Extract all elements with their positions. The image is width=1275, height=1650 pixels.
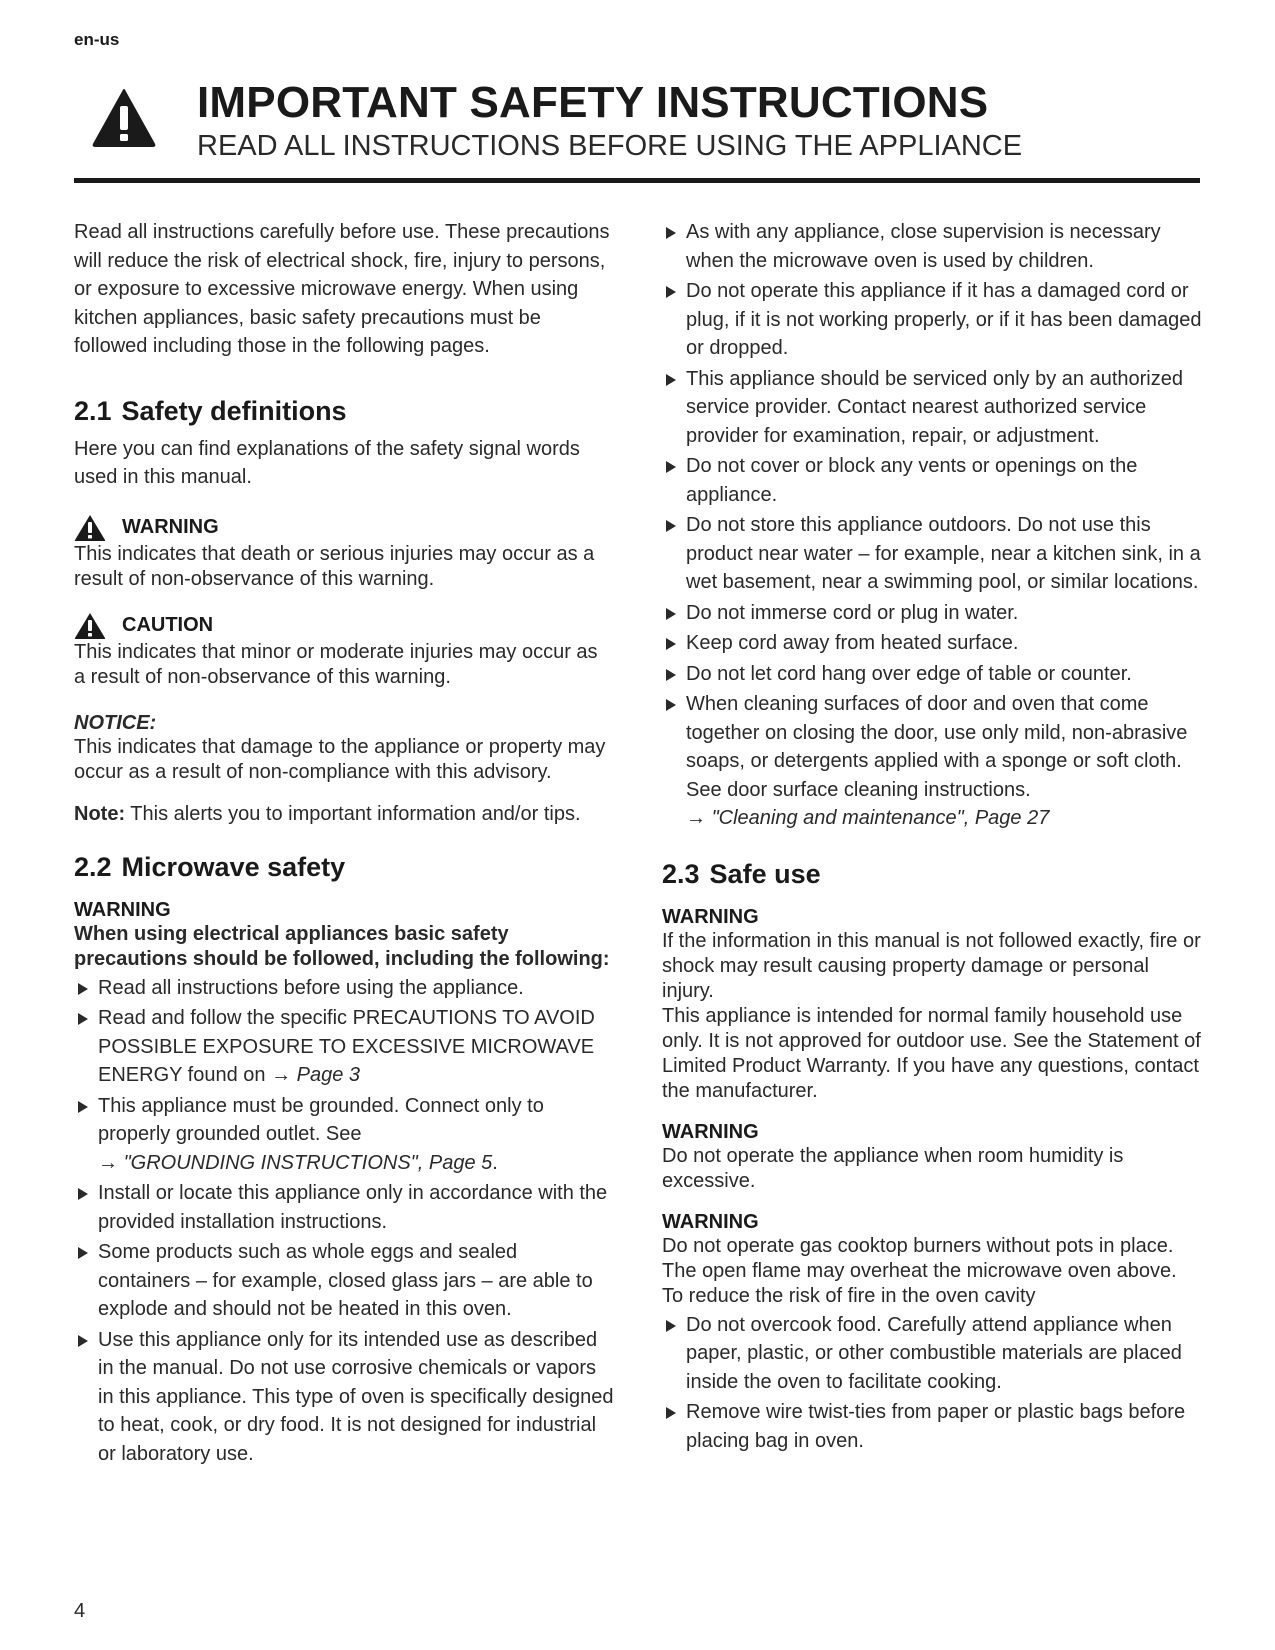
list-item <box>74 1092 614 1178</box>
list-item <box>662 599 1202 628</box>
cross-reference-arrow-icon: → <box>686 807 706 829</box>
list-item <box>74 1238 614 1324</box>
list-item-text: As with any appliance, close supervision is necessary when the microwave oven is used by children. <box>686 221 1161 272</box>
list-item <box>74 974 614 1003</box>
list-item <box>662 218 1202 275</box>
header-divider <box>74 178 1200 183</box>
list-item-text: Do not overcook food. Carefully attend appliance when paper, plastic, or other combustible materials are placed inside the oven to facilitate cooking. <box>686 1313 1182 1393</box>
section-number: 2.2 <box>74 851 112 882</box>
section-title: Safety definitions <box>121 395 347 426</box>
warning-label: WARNING <box>122 516 219 538</box>
warning-signal <box>74 514 614 542</box>
notice-definition: This indicates that damage to the appliance or property may occur as a result of non-compliance with this advisory. <box>74 735 606 783</box>
list-item-text: Do not operate this appliance if it has a damaged cord or plug, if it is not working properly, or if it has been damaged or dropped. <box>686 280 1202 359</box>
list-item-text: Remove wire twist-ties from paper or plastic bags before placing bag in oven. <box>686 1401 1186 1452</box>
section-number: 2.3 <box>662 858 700 889</box>
safety-definitions-intro: Here you can find explanations of the safety signal words used in this manual. <box>74 437 580 488</box>
list-item-text: Do not cover or block any vents or openings on the appliance. <box>686 455 1138 506</box>
cooktop-warning-label: WARNING <box>662 1210 759 1233</box>
safe-use-warning-text: If the information in this manual is not followed exactly, fire or shock may result causing property damage or personal injury. <box>662 929 1201 1002</box>
warning-triangle-icon <box>74 514 106 542</box>
left-column <box>74 218 614 1470</box>
warning-definition: This indicates that death or serious injuries may occur as a result of non-observance of this warning. <box>74 542 595 590</box>
list-item <box>662 365 1202 451</box>
safe-use-household-text: This appliance is intended for normal family household use only. It is not approved for outdoor use. See the Statement of Limited Product Warranty. If you have any questions, contact the manufacturer. <box>662 1004 1201 1102</box>
cross-reference-arrow-icon: → <box>271 1064 292 1086</box>
section-number: 2.1 <box>74 395 112 426</box>
list-item-text: Do not let cord hang over edge of table or counter. <box>686 662 1132 685</box>
list-item-text: Read all instructions before using the appliance. <box>98 976 524 999</box>
list-item <box>662 1398 1202 1455</box>
list-item <box>662 511 1202 597</box>
warning-triangle-icon <box>92 88 156 148</box>
grounding-instructions-link[interactable]: "GROUNDING INSTRUCTIONS", Page 5 <box>123 1151 493 1174</box>
section-title: Safe use <box>709 858 821 889</box>
list-item-text: This appliance must be grounded. Connect only to properly grounded outlet. See <box>98 1094 544 1145</box>
list-item <box>74 1004 614 1090</box>
section-title: Microwave safety <box>121 851 346 882</box>
humidity-warning-label: WARNING <box>662 1120 759 1143</box>
caution-triangle-icon <box>74 612 106 640</box>
list-item-text: Some products such as whole eggs and sealed containers – for example, closed glass jars – are able to explode and should not be heated in this oven. <box>98 1241 593 1320</box>
list-item-text: When cleaning surfaces of door and oven that come together on closing the door, use only mild, non-abrasive soaps, or detergents applied with a sponge or soft cloth. See door surface cleaning instructions. <box>686 693 1188 801</box>
cleaning-maintenance-link[interactable]: "Cleaning and maintenance", Page 27 <box>711 807 1050 829</box>
page-reference-link[interactable]: Page 3 <box>296 1064 361 1086</box>
microwave-warning-label: WARNING <box>74 898 171 921</box>
section-heading-2-1 <box>74 396 614 427</box>
microwave-safety-list-continued <box>662 218 1202 833</box>
notice-label: NOTICE: <box>74 711 157 734</box>
list-item-text: Read and follow the specific PRECAUTIONS TO AVOID POSSIBLE EXPOSURE TO EXCESSIVE MICROWAVE ENERGY found on <box>98 1007 595 1086</box>
microwave-warning-text: When using electrical appliances basic safety precautions should be followed, including the following: <box>74 922 610 970</box>
locale-label: en-us <box>74 30 120 49</box>
list-item <box>662 690 1202 833</box>
list-item <box>74 1179 614 1236</box>
safe-use-warning-label: WARNING <box>662 905 759 928</box>
list-item-text: Do not immerse cord or plug in water. <box>686 601 1019 624</box>
list-item-text: Do not store this appliance outdoors. Do not use this product near water – for example, near a kitchen sink, in a wet basement, near a swimming pool, or similar locations. <box>686 514 1201 593</box>
list-item <box>662 629 1202 658</box>
page-header <box>74 78 1200 182</box>
list-item-text: Install or locate this appliance only in accordance with the provided installation instructions. <box>98 1182 608 1233</box>
intro-paragraph: Read all instructions carefully before use. These precautions will reduce the risk of electrical shock, fire, injury to persons, or exposure to excessive microwave energy. When using kitchen appliances, basic safety precautions must be followed including those in the following pages. <box>74 221 610 357</box>
punctuation: . <box>492 1151 498 1174</box>
caution-signal <box>74 612 614 640</box>
list-item <box>662 1311 1202 1397</box>
page-title: IMPORTANT SAFETY INSTRUCTIONS <box>197 78 989 127</box>
list-item <box>74 1326 614 1469</box>
note-line <box>74 802 614 827</box>
list-item-text: This appliance should be serviced only by an authorized service provider. Contact nearest authorized service provider for examination, repair, or adjustment. <box>686 367 1183 447</box>
caution-label: CAUTION <box>122 614 214 636</box>
note-text: This alerts you to important information and/or tips. <box>125 802 581 825</box>
section-heading-2-2 <box>74 852 614 883</box>
right-column <box>662 218 1202 1457</box>
cross-reference-arrow-icon: → <box>98 1151 118 1174</box>
note-label: Note: <box>74 802 126 825</box>
humidity-warning-text: Do not operate the appliance when room humidity is excessive. <box>662 1144 1124 1192</box>
list-item <box>662 660 1202 689</box>
microwave-safety-list <box>74 974 614 1469</box>
list-item-text: Keep cord away from heated surface. <box>686 632 1019 654</box>
list-item <box>662 452 1202 509</box>
page-number: 4 <box>74 1600 86 1622</box>
list-item <box>662 277 1202 363</box>
fire-risk-list <box>662 1311 1202 1456</box>
section-heading-2-3 <box>662 859 1202 890</box>
list-item-text: Use this appliance only for its intended use as described in the manual. Do not use corrosive chemicals or vapors in this appliance. This type of oven is specifically designed to heat, cook, or dry food. It is not designed for industrial or laboratory use. <box>98 1328 614 1465</box>
page-subtitle: READ ALL INSTRUCTIONS BEFORE USING THE APPLIANCE <box>197 130 1023 162</box>
caution-definition: This indicates that minor or moderate injuries may occur as a result of non-observance of this warning. <box>74 640 598 688</box>
cooktop-warning-text: Do not operate gas cooktop burners without pots in place. The open flame may overheat the microwave oven above. To reduce the risk of fire in the oven cavity <box>662 1234 1177 1307</box>
